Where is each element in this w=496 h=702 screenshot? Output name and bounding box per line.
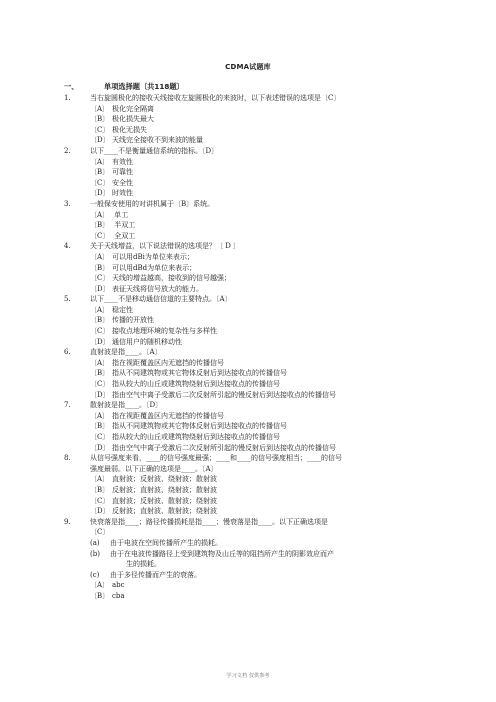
question-list bbox=[64, 93, 434, 602]
option-line bbox=[64, 337, 434, 348]
sub-item-label: (a) bbox=[90, 538, 100, 547]
option-line bbox=[64, 188, 434, 199]
option-label: 〔C〕 bbox=[90, 231, 110, 240]
option-label: 〔B〕 bbox=[90, 221, 110, 230]
option-label: 〔A〕 bbox=[90, 252, 110, 261]
option-label: 〔D〕 bbox=[90, 189, 110, 198]
option-line bbox=[64, 231, 434, 242]
option-label: 〔D〕 bbox=[90, 284, 110, 293]
option-text: 反射波；直射波、绕射波；散射波 bbox=[112, 485, 217, 494]
option-line bbox=[64, 220, 434, 231]
continuation-line: 生的损耗。 bbox=[126, 560, 161, 569]
option-label: 〔D〕 bbox=[90, 390, 110, 399]
question-text: 当右旋圆极化的接收天线接收左旋圆极化的来波时，以下表述错误的选项是〔C〕 bbox=[90, 94, 341, 102]
option-line bbox=[64, 411, 434, 422]
question-line bbox=[64, 347, 434, 358]
option-label: 〔B〕 bbox=[90, 316, 110, 325]
option-text: 安全性 bbox=[112, 178, 133, 187]
page-footer: 学习文档 仅供参考 bbox=[226, 673, 270, 679]
option-text: 可以用dBi为单位来表示； bbox=[112, 252, 194, 261]
option-label: 〔C〕 bbox=[90, 125, 110, 134]
option-text: 单工 bbox=[112, 210, 129, 219]
question-number: 4. bbox=[64, 242, 71, 251]
sub-item-text: 由于在电波传播路径上受到建筑物及山丘等的阻挡所产生的阴影效应而产 bbox=[110, 549, 334, 558]
option-line bbox=[64, 432, 434, 443]
option-label: 〔B〕 bbox=[90, 115, 110, 124]
option-text: 可以用dBd为单位来表示； bbox=[112, 263, 197, 272]
option-line bbox=[64, 485, 434, 496]
question-line bbox=[64, 453, 434, 464]
option-label: 〔C〕 bbox=[90, 274, 110, 283]
option-text: 指从较大的山丘或建筑物绕射后到达接收点的传播信号 bbox=[112, 433, 280, 441]
option-line bbox=[64, 591, 434, 602]
option-label: 〔A〕 bbox=[90, 157, 110, 166]
option-label: 〔A〕 bbox=[90, 210, 110, 219]
sub-item-text: 由于电波在空间传播所产生的损耗。 bbox=[110, 538, 222, 547]
sub-item-line bbox=[64, 570, 434, 581]
continuation-line: 〔C〕 bbox=[90, 528, 110, 537]
option-text: 时效性 bbox=[112, 189, 133, 198]
option-line bbox=[64, 421, 434, 432]
option-text: 半双工 bbox=[112, 221, 136, 230]
option-text: 指由空气中离子受激后二次反射所引起的慢反射后到达接收点的传播信号 bbox=[112, 390, 336, 399]
option-text: 反射波；直射波、散射波；绕射波 bbox=[112, 507, 217, 516]
option-line bbox=[64, 135, 434, 146]
option-text: 通信用户的随机移动性 bbox=[112, 337, 182, 346]
option-line bbox=[64, 210, 434, 221]
sub-item-text: 由于多径传播而产生的衰落。 bbox=[110, 570, 201, 579]
option-text: 极化无损失 bbox=[112, 125, 147, 134]
option-text: 稳定性 bbox=[112, 305, 133, 314]
option-text: 指在视距覆盖区内无遮挡的传播信号 bbox=[112, 358, 224, 367]
option-line bbox=[64, 252, 434, 263]
option-text: cba bbox=[112, 591, 125, 600]
option-label: 〔C〕 bbox=[90, 380, 110, 389]
option-text: 天线完全接收不到来波的能量 bbox=[112, 136, 203, 145]
question-number: 6. bbox=[64, 348, 71, 357]
option-text: 表征天线将信号放大的能力。 bbox=[112, 284, 203, 293]
option-label: 〔A〕 bbox=[90, 358, 110, 367]
question-line bbox=[64, 517, 434, 528]
option-label: 〔A〕 bbox=[90, 475, 110, 484]
option-label: 〔B〕 bbox=[90, 485, 110, 494]
option-line bbox=[64, 167, 434, 178]
question-text: 直射波是指____。〔A〕 bbox=[90, 348, 162, 357]
option-text: 指由空气中离子受激后二次反射所引起的慢反射后到达接收点的传播信号 bbox=[112, 443, 336, 452]
option-line bbox=[64, 326, 434, 337]
option-line bbox=[64, 315, 434, 326]
option-text: 有效性 bbox=[112, 157, 133, 166]
option-line bbox=[64, 178, 434, 189]
option-label: 〔A〕 bbox=[90, 411, 110, 420]
option-line bbox=[64, 263, 434, 274]
section-heading bbox=[64, 82, 184, 92]
option-text: 指从不同建筑物或其它物体反射后到达接收点的传播信号 bbox=[112, 369, 287, 378]
option-label: 〔D〕 bbox=[90, 507, 110, 516]
option-line bbox=[64, 273, 434, 284]
option-line bbox=[64, 358, 434, 369]
option-line bbox=[64, 474, 434, 485]
option-line bbox=[64, 157, 434, 168]
sub-item-label: (b) bbox=[90, 549, 100, 558]
question-text: 快衰落是指____；路径传播损耗是指____；慢衰落是指____。以下正确选项是 bbox=[90, 517, 328, 526]
continuation-line: 强度最弱。以下正确的选项是____。〔A〕 bbox=[90, 464, 218, 473]
option-text: 直射波；反射波、绕射波；散射波 bbox=[112, 475, 217, 484]
section-number: 一、 bbox=[64, 82, 79, 91]
question-line bbox=[64, 400, 434, 411]
option-line bbox=[64, 506, 434, 517]
question-text: 以下____不是移动通信信道的主要特点。〔A〕 bbox=[90, 295, 232, 304]
option-line bbox=[64, 114, 434, 125]
option-line bbox=[64, 379, 434, 390]
option-label: 〔B〕 bbox=[90, 168, 110, 177]
sub-item-line bbox=[64, 549, 434, 560]
option-label: 〔B〕 bbox=[90, 422, 110, 431]
option-line bbox=[64, 580, 434, 591]
option-label: 〔D〕 bbox=[90, 136, 110, 145]
question-text: 以下____不是衡量通信系统的指标。〔D〕 bbox=[90, 146, 219, 155]
section-title: 单项选择题〔共118题〕 bbox=[104, 82, 184, 91]
question-text: 一般保安使用的对讲机属于〔B〕系统。 bbox=[90, 199, 215, 208]
question-text: 散射波是指____。〔D〕 bbox=[90, 401, 163, 410]
option-label: 〔A〕 bbox=[90, 104, 110, 113]
option-label: 〔B〕 bbox=[90, 263, 110, 272]
option-text: 指在视距覆盖区内无遮挡的传播信号 bbox=[112, 411, 224, 420]
option-text: 极化损失最大 bbox=[112, 115, 154, 124]
option-label: 〔C〕 bbox=[90, 433, 110, 441]
option-line bbox=[64, 104, 434, 115]
question-line bbox=[64, 294, 434, 305]
question-text: 从信号强度来看，____的信号强度最强；____和____的信号强度相当；____的信号 bbox=[90, 454, 342, 463]
option-line bbox=[64, 284, 434, 295]
option-text: 传播的开放性 bbox=[112, 316, 154, 325]
question-number: 2. bbox=[64, 146, 71, 155]
question-text: 关于天线增益，以下说法错误的选项是？〔 D 〕 bbox=[90, 242, 241, 251]
question-line bbox=[64, 146, 434, 157]
option-text: 指从较大的山丘或建筑物绕射后到达接收点的传播信号 bbox=[112, 380, 280, 389]
sub-item-line bbox=[64, 538, 434, 549]
option-label: 〔D〕 bbox=[90, 337, 110, 346]
option-label: 〔B〕 bbox=[90, 591, 110, 600]
question-number: 7. bbox=[64, 401, 71, 410]
question-number: 5. bbox=[64, 295, 71, 304]
question-number: 3. bbox=[64, 199, 71, 208]
question-line bbox=[64, 199, 434, 210]
option-text: 天线的增益越高，接收到的信号越强； bbox=[112, 274, 231, 283]
option-label: 〔A〕 bbox=[90, 305, 110, 314]
sub-item-label: (c) bbox=[90, 570, 100, 579]
option-label: 〔C〕 bbox=[90, 327, 110, 336]
option-line bbox=[64, 368, 434, 379]
question-line bbox=[64, 241, 434, 252]
question-number: 9. bbox=[64, 517, 71, 526]
option-text: 全双工 bbox=[112, 231, 136, 240]
document-title: CDMA试题库 bbox=[225, 63, 271, 71]
option-line bbox=[64, 390, 434, 401]
question-number: 8. bbox=[64, 454, 71, 463]
option-line bbox=[64, 125, 434, 136]
option-text: 可靠性 bbox=[112, 168, 133, 177]
option-label: 〔C〕 bbox=[90, 496, 110, 505]
option-label: 〔D〕 bbox=[90, 443, 110, 452]
question-number: 1. bbox=[64, 94, 71, 102]
option-line bbox=[64, 443, 434, 454]
option-label: 〔C〕 bbox=[90, 178, 110, 187]
option-label: 〔B〕 bbox=[90, 369, 110, 378]
question-line bbox=[64, 93, 434, 104]
option-text: abc bbox=[112, 581, 125, 590]
option-label: 〔A〕 bbox=[90, 581, 110, 590]
option-text: 极化完全隔离 bbox=[112, 104, 154, 113]
option-line bbox=[64, 305, 434, 316]
option-text: 接收点地理环境的复杂性与多样性 bbox=[112, 327, 217, 336]
option-line bbox=[64, 496, 434, 507]
option-text: 直射波；反射波、散射波；绕射波 bbox=[112, 496, 217, 505]
option-text: 指从不同建筑物或其它物体反射后到达接收点的传播信号 bbox=[112, 422, 287, 431]
